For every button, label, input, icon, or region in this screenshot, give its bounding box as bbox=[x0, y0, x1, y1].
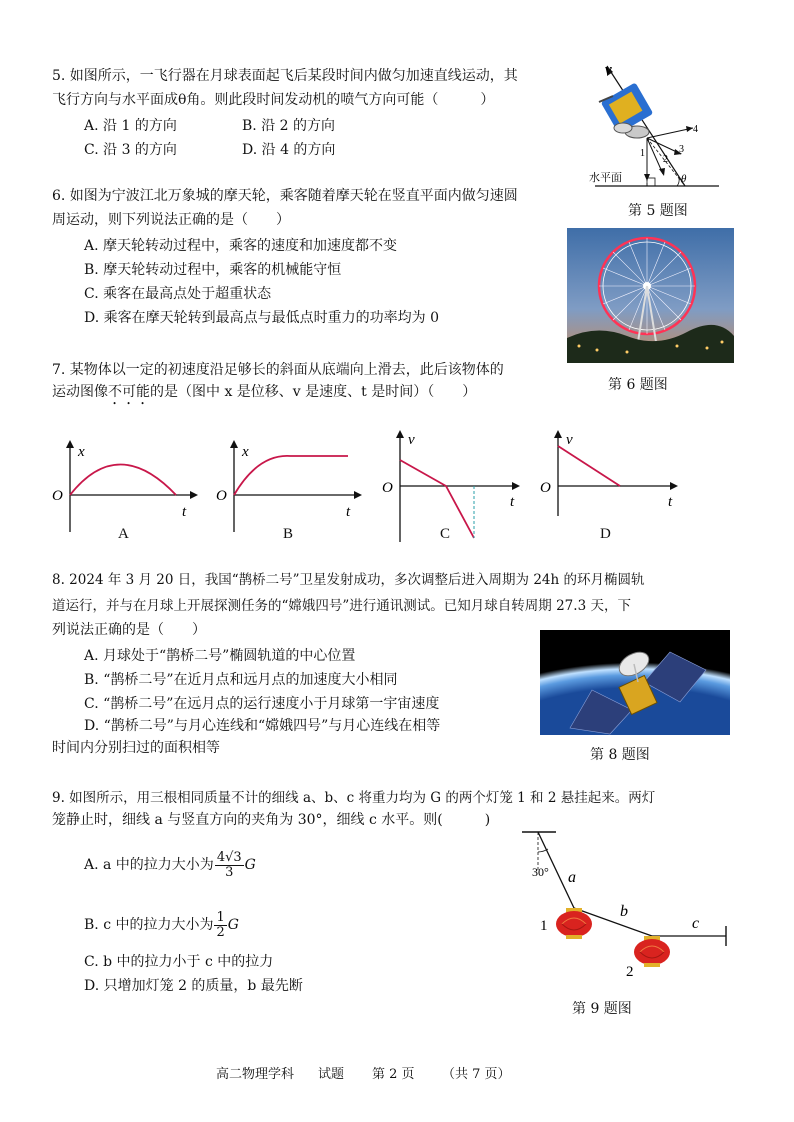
q5-option-a: A. 沿 1 的方向 bbox=[84, 118, 177, 134]
svg-text:x: x bbox=[78, 444, 85, 460]
q7-stem-line1: 7. 某物体以一定的初速度沿足够长的斜面从底端向上滑去，此后该物体的 bbox=[52, 362, 504, 378]
q6-caption: 第 6 题图 bbox=[608, 377, 668, 393]
q8-caption: 第 8 题图 bbox=[590, 747, 650, 763]
lantern-icon bbox=[634, 936, 670, 967]
q8-option-d-cont: 时间内分别扫过的面积相等 bbox=[52, 740, 220, 756]
q5-dir-4: 4 bbox=[693, 124, 698, 135]
q7-graph-c-label: C bbox=[440, 526, 451, 542]
q7-graph-b bbox=[212, 438, 372, 538]
q8-stem-line2: 道运行，并与在月球上开展探测任务的“嫦娥四号”进行通讯测试。已知月球自转周期 27.3 天，下 bbox=[52, 598, 631, 614]
q6-option-c: C. 乘客在最高点处于超重状态 bbox=[84, 286, 272, 302]
ferris-wheel-photo bbox=[567, 228, 734, 363]
q9-option-a: A. a 中的拉力大小为 $\frac{4√3}{3}$ G bbox=[84, 849, 256, 880]
q7-graph-d bbox=[536, 426, 686, 526]
q9-string-b: b bbox=[620, 903, 628, 920]
q6-stem-line2: 周运动，则下列说法正确的是（ ） bbox=[52, 212, 290, 228]
q5-option-d: D. 沿 4 的方向 bbox=[242, 142, 336, 158]
q8-stem-line1: 8. 2024 年 3 月 20 日，我国“鹊桥二号”卫星发射成功，多次调整后进入周期为 24h 的环月椭圆轨 bbox=[52, 572, 645, 588]
svg-text:v: v bbox=[408, 432, 415, 448]
q9-option-a-fraction: $\frac{4√3}{3}$ bbox=[216, 849, 242, 880]
q7-graph-a-label: A bbox=[118, 526, 129, 542]
q5-caption: 第 5 题图 bbox=[628, 203, 688, 219]
svg-text:O: O bbox=[52, 488, 63, 504]
svg-text:t: t bbox=[668, 494, 673, 510]
svg-text:x: x bbox=[242, 444, 249, 460]
q5-option-c: C. 沿 3 的方向 bbox=[84, 142, 177, 158]
q7-graph-b-label: B bbox=[283, 526, 294, 542]
q6-stem-line1: 6. 如图为宁波江北万象城的摩天轮，乘客随着摩天轮在竖直平面内做匀速圆 bbox=[52, 188, 518, 204]
footer-total: （共 7 页） bbox=[442, 1067, 511, 1082]
q8-option-c: C. “鹊桥二号”在远月点的运行速度小于月球第一宇宙速度 bbox=[84, 696, 440, 712]
q5-stem-line1: 5. 如图所示，一飞行器在月球表面起飞后某段时间内做匀加速直线运动，其 bbox=[52, 68, 518, 84]
svg-text:t: t bbox=[182, 504, 187, 520]
q6-option-b: B. 摩天轮转动过程中，乘客的机械能守恒 bbox=[84, 262, 342, 278]
q9-string-c: c bbox=[692, 915, 700, 932]
q9-option-b: B. c 中的拉力大小为 $\frac{1}{2}$ G bbox=[84, 909, 239, 940]
q7-emphasis: 不可能 bbox=[108, 384, 150, 400]
q5-figure bbox=[585, 58, 725, 192]
q6-option-d: D. 乘客在摩天轮转到最高点与最低点时重力的功率均为 0 bbox=[84, 310, 439, 326]
q7-stem-line2: 运动图像不可能的是（图中 x 是位移、v 是速度、t 是时间）（ ） bbox=[52, 384, 477, 400]
q5-option-b: B. 沿 2 的方向 bbox=[242, 118, 335, 134]
q9-lantern-2-label: 2 bbox=[626, 964, 634, 980]
footer-page: 第 2 页 bbox=[372, 1067, 415, 1082]
svg-text:t: t bbox=[346, 504, 351, 520]
footer-kind: 试题 bbox=[318, 1067, 345, 1082]
q9-stem-line1: 9. 如图所示，用三根相同质量不计的细线 a、b、c 将重力均为 G 的两个灯笼 1 和 2 悬挂起来。两灯 bbox=[52, 790, 656, 806]
q9-figure bbox=[512, 826, 738, 986]
satellite-photo bbox=[540, 630, 730, 735]
q5-stem-line2: 飞行方向与水平面成θ角。则此段时间发动机的喷气方向可能（ ） bbox=[52, 92, 495, 108]
q5-dir-2: 2 bbox=[663, 154, 668, 165]
q9-option-d: D. 只增加灯笼 2 的质量，b 最先断 bbox=[84, 978, 303, 994]
q5-v-label: v bbox=[605, 62, 612, 78]
q9-lantern-1-label: 1 bbox=[540, 918, 548, 934]
q9-stem-line2: 笼静止时，细线 a 与竖直方向的夹角为 30°，细线 c 水平。则( ) bbox=[52, 812, 491, 828]
q5-dir-3: 3 bbox=[679, 144, 684, 155]
svg-text:O: O bbox=[216, 488, 227, 504]
q9-option-c: C. b 中的拉力小于 c 中的拉力 bbox=[84, 954, 274, 970]
q5-ground-label: 水平面 bbox=[589, 172, 622, 184]
q8-stem-line3: 列说法正确的是（ ） bbox=[52, 622, 206, 638]
q9-angle-label: 30° bbox=[532, 865, 549, 879]
svg-text:t: t bbox=[510, 494, 515, 510]
q7-graph-d-label: D bbox=[600, 526, 611, 542]
q9-option-b-fraction: $\frac{1}{2}$ bbox=[216, 909, 225, 940]
svg-text:O: O bbox=[540, 480, 551, 496]
spacecraft-icon bbox=[599, 82, 653, 138]
footer-subject: 高二物理学科 bbox=[216, 1067, 295, 1082]
svg-text:v: v bbox=[566, 432, 573, 448]
q8-option-b: B. “鹊桥二号”在近月点和远月点的加速度大小相同 bbox=[84, 672, 398, 688]
q7-graph-c bbox=[378, 426, 528, 546]
q5-dir-1: 1 bbox=[640, 148, 645, 159]
q8-option-d: D. “鹊桥二号”与月心连线和“嫦娥四号”与月心连线在相等 bbox=[84, 718, 441, 734]
q7-graph-a bbox=[48, 438, 208, 538]
svg-text:O: O bbox=[382, 480, 393, 496]
q5-angle-label: θ bbox=[681, 173, 687, 185]
q8-option-a: A. 月球处于“鹊桥二号”椭圆轨道的中心位置 bbox=[84, 648, 356, 664]
q6-option-a: A. 摩天轮转动过程中，乘客的速度和加速度都不变 bbox=[84, 238, 398, 254]
q9-string-a: a bbox=[568, 869, 576, 886]
q9-caption: 第 9 题图 bbox=[572, 1001, 632, 1017]
